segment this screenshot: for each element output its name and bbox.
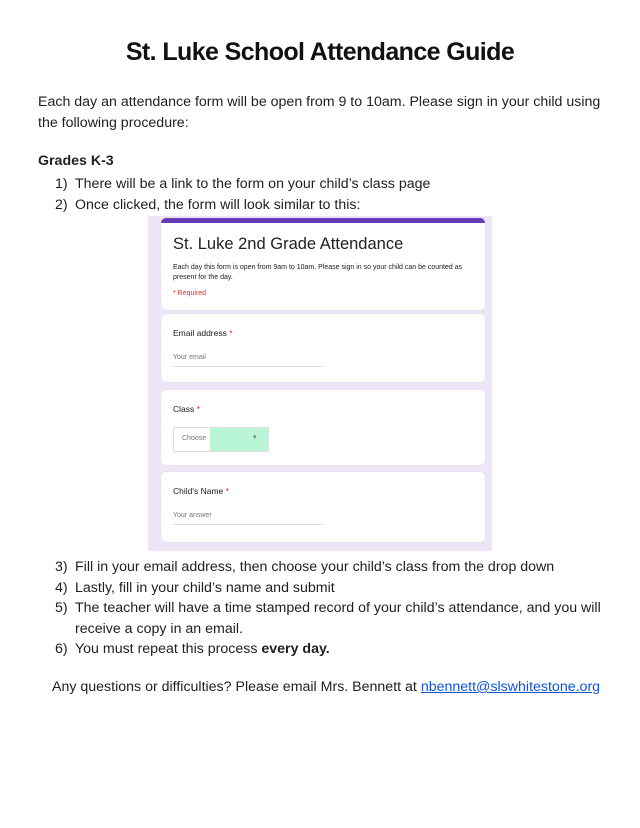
class-label [173,404,200,414]
required-star: * [225,486,229,496]
name-question-card [161,472,485,542]
form-header-card [161,218,485,310]
section-heading-grades: Grades K-3 [38,153,114,169]
step-text: Lastly, fill in your child’s name and submit [75,579,335,596]
step-number: 1) [55,176,68,192]
highlight-mark [210,428,268,451]
step-text: The teacher will have a time stamped record of your child’s attendance, and you will receive a copy in an email. [75,600,601,637]
contact-email-link[interactable]: nbennett@slswhitestone.org [420,679,601,695]
contact-text: Any questions or difficulties? Please email Mrs. Bennett at [52,679,421,695]
list-item [55,174,610,195]
form-title: St. Luke 2nd Grade Attendance [173,235,404,253]
step-number: 6) [55,641,68,657]
step-number: 4) [55,579,68,596]
class-dropdown[interactable] [173,427,269,452]
email-question-card [161,314,485,382]
email-label-text: Email address [173,328,227,338]
list-item [55,598,610,639]
list-item [55,639,610,660]
email-field[interactable]: Your email [173,354,323,367]
step-text: Fill in your email address, then choose your child’s class from the drop down [75,559,555,575]
name-field[interactable]: Your answer [173,512,323,525]
class-dropdown-value: Choose [182,435,207,442]
intro-paragraph: Each day an attendance form will be open from 9 to 10am. Please sign in your child using the following procedure: [38,94,601,131]
class-label-text: Class [173,404,195,414]
list-item [55,578,610,599]
email-label [173,328,233,338]
step-number: 3) [55,559,68,575]
required-star: * [229,328,233,338]
step-emphasis: every day. [261,641,330,657]
list-item [55,195,610,216]
class-question-card [161,390,485,465]
contact-line [52,679,600,695]
name-label [173,486,229,496]
form-description: Each day this form is open from 9am to 10am. Please sign in so your child can be counted as present for the day. [173,264,463,281]
list-item [55,557,610,578]
page-title: St. Luke School Attendance Guide [125,38,515,66]
form-screenshot [148,216,492,551]
step-number: 2) [55,196,68,213]
required-star: * [196,404,200,414]
step-text: Once clicked, the form will look similar to this: [75,196,361,213]
name-label-text: Child's Name [173,486,224,496]
step-text: You must repeat this process [75,641,262,657]
chevron-down-icon: ▾ [253,434,257,441]
steps-list-before [55,174,610,215]
required-note: * Required [173,290,207,297]
steps-list-after [55,557,610,660]
step-text: There will be a link to the form on your child’s class page [75,176,431,192]
step-number: 5) [55,600,68,616]
